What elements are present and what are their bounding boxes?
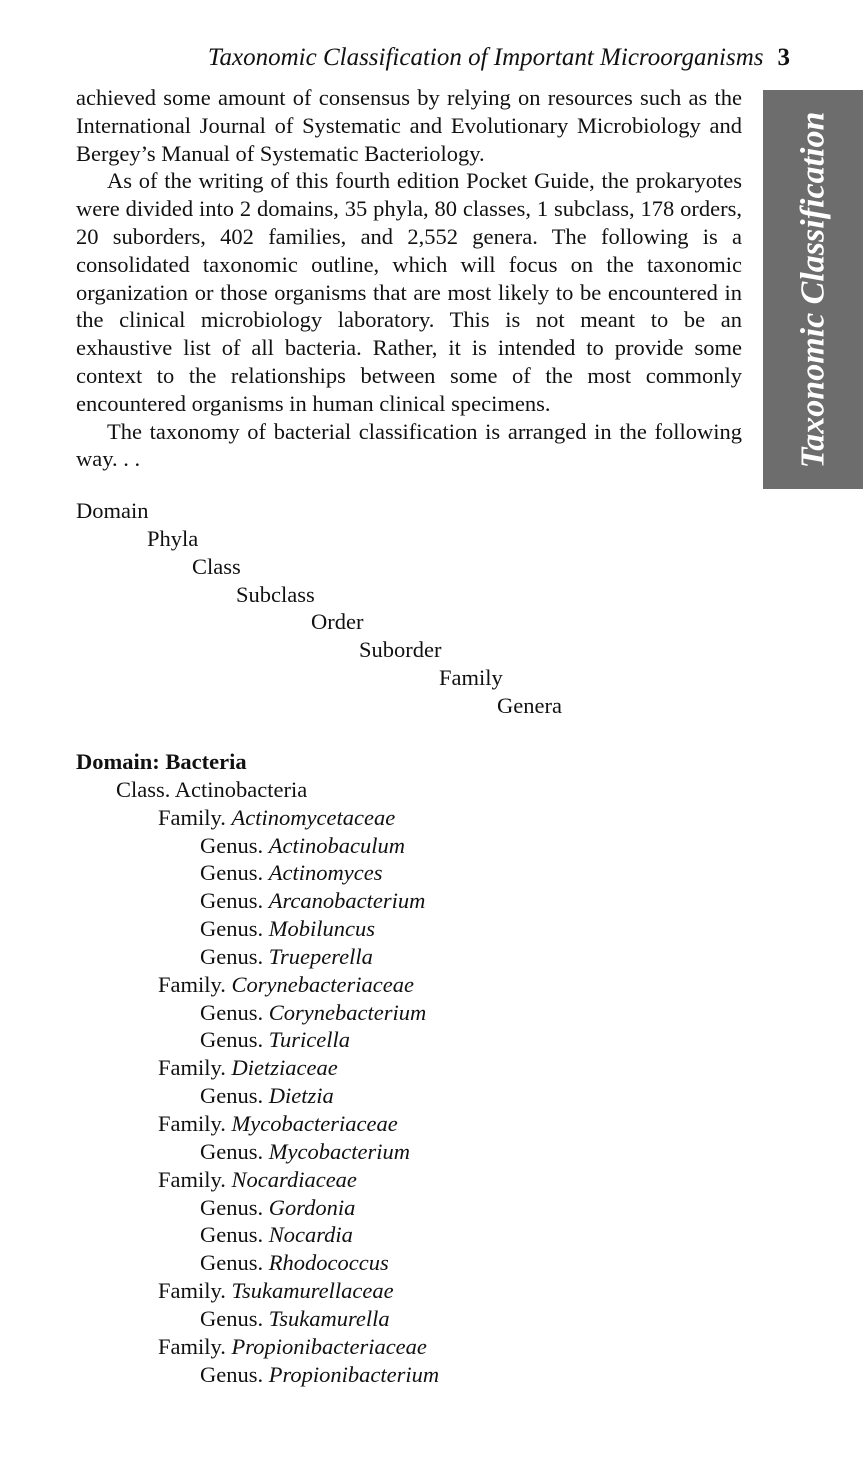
family-list — [76, 804, 756, 1389]
genus-entry-prefix: Genus. — [200, 1305, 264, 1331]
hierarchy-level-domain: Domain — [76, 498, 149, 523]
family-entry-name: Propionibacteriaceae — [231, 1333, 427, 1359]
genus-entry — [76, 832, 756, 860]
family-entry-prefix: Family. — [158, 1166, 226, 1192]
genus-entry-name: Actinobaculum — [268, 832, 405, 858]
hierarchy-level-class: Class — [192, 554, 241, 579]
genus-entry — [76, 1305, 756, 1333]
family-entry-prefix: Family. — [158, 1333, 226, 1359]
running-head — [0, 44, 790, 72]
family-entry-name: Nocardiaceae — [231, 1166, 357, 1192]
genus-entry-prefix: Genus. — [200, 1138, 264, 1164]
family-entry-name: Actinomycetaceae — [231, 804, 396, 830]
genus-entry-prefix: Genus. — [200, 1361, 264, 1387]
body-text — [76, 84, 742, 473]
genus-entry-prefix: Genus. — [200, 1250, 264, 1276]
genus-entry-prefix: Genus. — [200, 1194, 264, 1220]
genus-entry — [76, 943, 756, 971]
domain-heading: Domain: Bacteria — [76, 749, 247, 774]
genus-entry-prefix: Genus. — [200, 1027, 264, 1053]
genus-entry-name: Dietzia — [268, 1083, 334, 1109]
family-entry-prefix: Family. — [158, 1055, 226, 1081]
genus-entry-name: Rhodococcus — [268, 1250, 389, 1276]
genus-entry-name: Arcanobacterium — [268, 888, 426, 914]
genus-entry-name: Actinomyces — [268, 860, 383, 886]
section-side-tab — [763, 90, 863, 489]
family-entry — [76, 1166, 756, 1194]
genus-entry — [76, 999, 756, 1027]
genus-entry — [76, 1082, 756, 1110]
family-entry — [76, 1277, 756, 1305]
genus-entry-prefix: Genus. — [200, 888, 264, 914]
taxonomic-outline — [76, 748, 756, 1388]
genus-entry — [76, 1249, 756, 1277]
genus-entry-name: Tsukamurella — [268, 1305, 390, 1331]
side-tab-label: Taxonomic Classification — [794, 111, 832, 468]
paragraph-counts: As of the writing of this fourth edition Pocket Guide, the prokaryotes were divided into 2 domains, 35 phyla, 80 classes, 1 subclass, 178 orders, 20 suborders, 402 families, and 2,552 genera. The following is a consolidated taxonomic outline, which will focus on the taxonomic organization or those organisms that are most likely to be encountered in the clinical microbiology laboratory. This is not meant to be an exhaustive list of all bacteria. Rather, it is intended to provide some context to the relationships between some of the most commonly encountered organisms in human clinical specimens. — [76, 168, 742, 416]
genus-entry-name: Propionibacterium — [268, 1361, 440, 1387]
family-entry — [76, 1054, 756, 1082]
genus-entry-name: Mycobacterium — [268, 1138, 410, 1164]
genus-entry-prefix: Genus. — [200, 860, 264, 886]
genus-entry — [76, 1026, 756, 1054]
class-name: Actinobacteria — [174, 776, 308, 802]
genus-entry-prefix: Genus. — [200, 943, 264, 969]
family-entry-name: Corynebacteriaceae — [231, 971, 414, 997]
family-entry-prefix: Family. — [158, 1110, 226, 1136]
genus-entry-prefix: Genus. — [200, 832, 264, 858]
genus-entry — [76, 1138, 756, 1166]
genus-entry-name: Gordonia — [268, 1194, 356, 1220]
genus-entry-prefix: Genus. — [200, 999, 264, 1025]
family-entry — [76, 1333, 756, 1361]
hierarchy-level-family: Family — [439, 665, 503, 690]
family-entry-name: Tsukamurellaceae — [231, 1278, 394, 1304]
genus-entry-name: Nocardia — [268, 1222, 353, 1248]
hierarchy-level-phyla: Phyla — [147, 526, 199, 551]
genus-entry — [76, 1221, 756, 1249]
paragraph-continued: achieved some amount of consensus by relying on resources such as the International Journal of Systematic and Evolutionary Microbiology and Bergey’s Manual of Systematic Bacteriology. — [76, 85, 742, 166]
family-entry — [76, 971, 756, 999]
hierarchy-level-suborder: Suborder — [359, 637, 442, 662]
genus-entry-prefix: Genus. — [200, 1083, 264, 1109]
genus-entry-name: Trueperella — [268, 943, 373, 969]
genus-entry-prefix: Genus. — [200, 916, 264, 942]
class-entry — [76, 776, 756, 804]
hierarchy-level-genera: Genera — [497, 693, 562, 718]
page-number: 3 — [777, 44, 790, 71]
family-entry-prefix: Family. — [158, 804, 226, 830]
class-label: Class. — [116, 776, 171, 802]
hierarchy-level-subclass: Subclass — [236, 582, 315, 607]
family-entry-prefix: Family. — [158, 971, 226, 997]
genus-entry-name: Mobiluncus — [268, 916, 375, 942]
family-entry — [76, 1110, 756, 1138]
family-entry-name: Dietziaceae — [231, 1055, 338, 1081]
genus-entry-name: Corynebacterium — [268, 999, 427, 1025]
paragraph-arrangement: The taxonomy of bacterial classification is arranged in the following way. . . — [76, 418, 742, 472]
running-head-title: Taxonomic Classification of Important Microorganisms — [207, 44, 764, 71]
family-entry-name: Mycobacteriaceae — [231, 1110, 398, 1136]
hierarchy-level-order: Order — [311, 609, 364, 634]
family-entry — [76, 804, 756, 832]
genus-entry — [76, 859, 756, 887]
genus-entry-name: Turicella — [268, 1027, 351, 1053]
genus-entry — [76, 915, 756, 943]
family-entry-prefix: Family. — [158, 1278, 226, 1304]
genus-entry — [76, 887, 756, 915]
genus-entry-prefix: Genus. — [200, 1222, 264, 1248]
genus-entry — [76, 1194, 756, 1222]
genus-entry — [76, 1361, 756, 1389]
